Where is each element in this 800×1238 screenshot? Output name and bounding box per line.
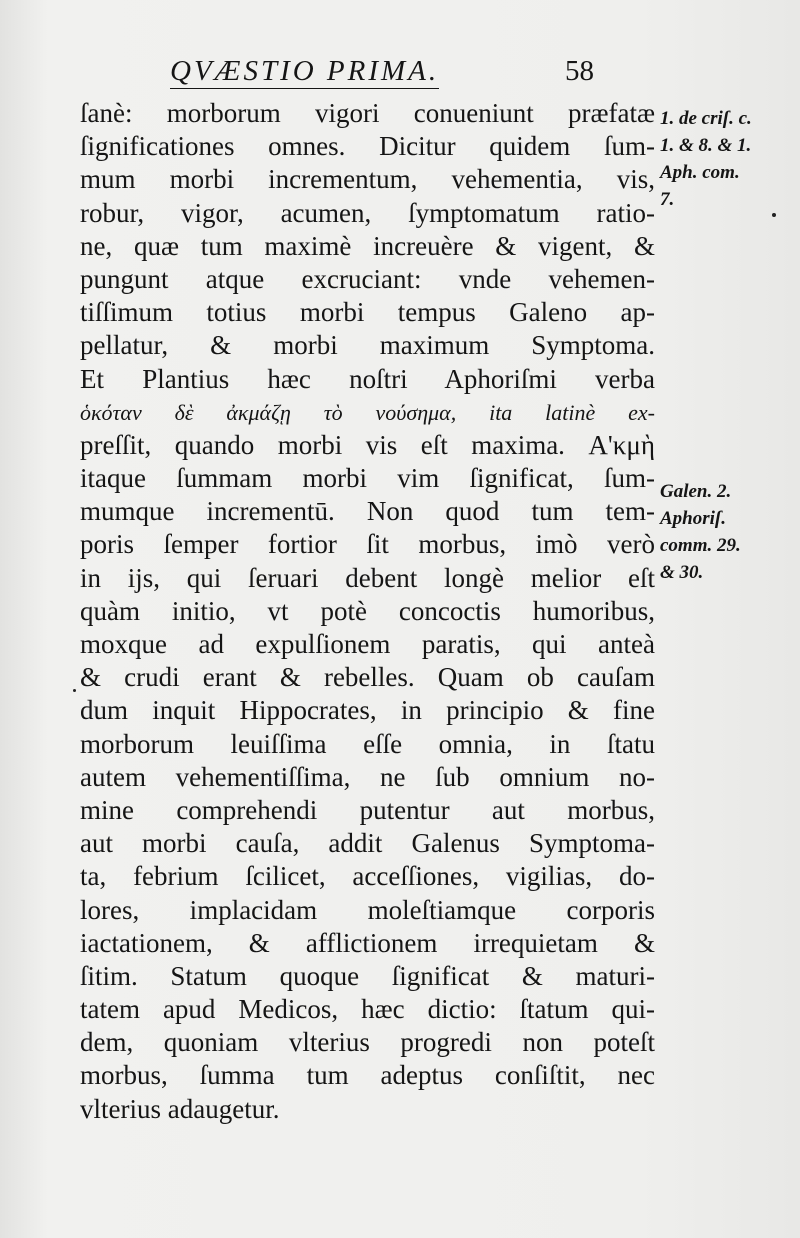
running-title: QVÆSTIO PRIMA. xyxy=(170,55,440,87)
text-line: itaque ſummam morbi vim ſignificat, ſum- xyxy=(80,463,655,494)
text-line: Et Plantius hæc noſtri Aphoriſmi verba xyxy=(80,363,655,394)
ink-speck xyxy=(73,689,76,692)
text-line: poris ſemper fortior ſit morbus, imò verò xyxy=(80,529,655,560)
text-line: tiſſimum totius morbi tempus Galeno ap- xyxy=(80,297,655,328)
text-line: pellatur, & morbi maximum Symptoma. xyxy=(80,330,655,361)
text-line: morbus, ſumma tum adeptus conſiſtit, nec xyxy=(80,1060,655,1091)
margin-note-galen xyxy=(660,478,798,586)
margin-note-crisis xyxy=(660,105,798,213)
text-line: iactationem, & afflictionem irrequietam & xyxy=(80,927,655,958)
margin-note-line: 1. & 8. & 1. xyxy=(660,135,752,156)
text-line: aut morbi cauſa, addit Galenus Symptoma- xyxy=(80,828,655,859)
margin-note-line: Aph. com. xyxy=(660,162,740,183)
text-line: mum morbi incrementum, vehementia, vis, xyxy=(80,164,655,195)
text-line: moxque ad expulſionem paratis, qui anteà xyxy=(80,629,655,659)
ink-speck xyxy=(772,213,776,217)
text-line: morborum leuiſſima eſſe omnia, in ſtatu xyxy=(80,728,655,759)
text-line: mine comprehendi putentur aut morbus, xyxy=(80,794,655,825)
margin-note-line: 1. de criſ. c. xyxy=(660,108,752,129)
text-line: ne, quæ tum maximè increuère & vigent, & xyxy=(80,230,655,261)
text-line: ſanè: morborum vigori conueniunt præfatæ xyxy=(80,98,655,128)
page-number: 58 xyxy=(565,55,594,87)
margin-note-line: Galen. 2. xyxy=(660,481,732,502)
text-line: robur, vigor, acumen, ſymptomatum ratio- xyxy=(80,197,655,228)
text-line: pungunt atque excruciant: vnde vehemen- xyxy=(80,263,655,294)
text-line: autem vehementiſſima, ne ſub omnium no- xyxy=(80,761,655,792)
text-line: in ijs, qui ſeruari debent longè melior eſt xyxy=(80,562,655,593)
greek-quotation-line: ὁκόταν δὲ ἀκμάζῃ τὸ νούσημα, ita latinè ex- xyxy=(80,399,655,425)
margin-note-line: Aphoriſ. xyxy=(660,508,726,529)
margin-note-line: comm. 29. xyxy=(660,535,741,556)
text-line: tatem apud Medicos, hæc dictio: ſtatum qui- xyxy=(80,994,655,1025)
text-line: ſignificationes omnes. Dicitur quidem ſum- xyxy=(80,131,655,162)
page-header xyxy=(170,54,670,94)
text-line: vlterius adaugetur. xyxy=(80,1093,280,1124)
text-line: quàm initio, vt potè concoctis humoribus, xyxy=(80,595,655,626)
margin-note-line: & 30. xyxy=(660,562,704,583)
text-line: ſitim. Statum quoque ſignificat & maturi- xyxy=(80,960,655,991)
text-line: & crudi erant & rebelles. Quam ob cauſam xyxy=(80,662,655,693)
text-line: dem, quoniam vlterius progredi non poteſt xyxy=(80,1027,655,1058)
body-text xyxy=(80,97,655,1126)
margin-note-line: 7. xyxy=(660,189,675,210)
text-line: preſſit, quando morbi vis eſt maxima. Α'κμὴ xyxy=(80,429,655,460)
text-line: mumque incrementū. Non quod tum tem- xyxy=(80,496,655,527)
text-line: dum inquit Hippocrates, in principio & fine xyxy=(80,695,655,726)
text-line: lores, implacidam moleſtiamque corporis xyxy=(80,894,655,925)
text-line: ta, febrium ſcilicet, acceſſiones, vigilias, do- xyxy=(80,861,655,892)
